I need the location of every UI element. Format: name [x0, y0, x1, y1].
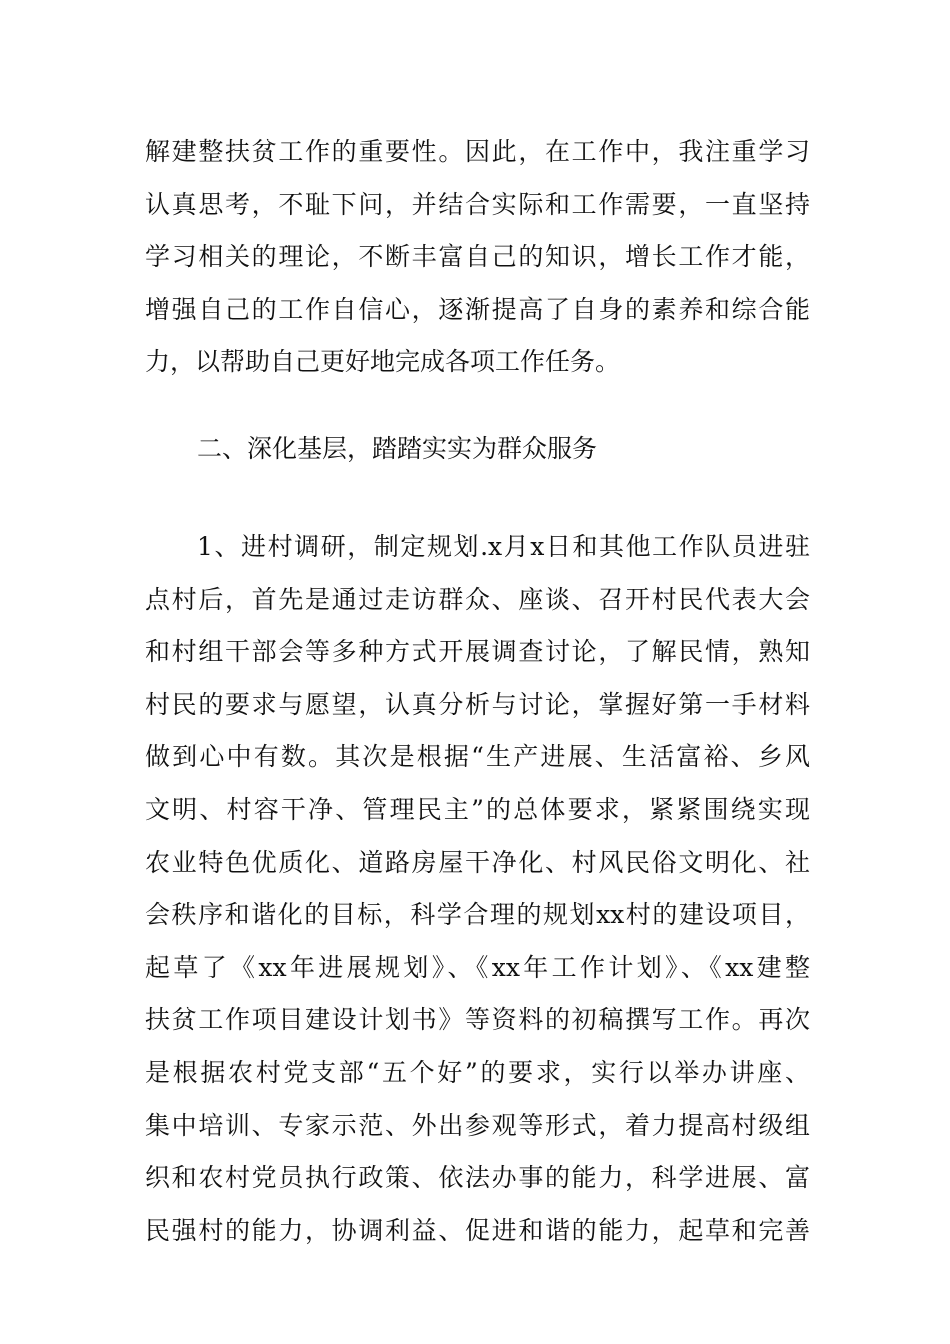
paragraph-2-line-12: 集中培训、专家示范、外出参观等形式，着力提高村级组	[145, 1110, 810, 1140]
section-heading: 二、深化基层，踏踏实实为群众服务	[197, 434, 598, 463]
paragraph-2-line-6: 文明、村容干净、管理民主”的总体要求，紧紧围绕实现	[145, 794, 810, 824]
paragraph-2-line-11: 是根据农村党支部“五个好”的要求，实行以举办讲座、	[145, 1057, 810, 1087]
paragraph-2-line-3: 和村组干部会等多种方式开展调查讨论，了解民情，熟知	[145, 637, 810, 667]
paragraph-1-line-2: 认真思考，不耻下问，并结合实际和工作需要，一直坚持	[145, 189, 810, 219]
paragraph-2-line-4: 村民的要求与愿望，认真分析与讨论，掌握好第一手材料	[145, 689, 810, 719]
paragraph-1-line-4: 增强自己的工作自信心，逐渐提高了自身的素养和综合能	[145, 294, 810, 324]
paragraph-1-line-5: 力，以帮助自己更好地完成各项工作任务。	[145, 347, 621, 377]
paragraph-2-line-5: 做到心中有数。其次是根据“生产进展、生活富裕、乡风	[145, 742, 810, 772]
paragraph-2-line-14: 民强村的能力，协调利益、促进和谐的能力，起草和完善	[145, 1215, 810, 1245]
paragraph-2-line-10: 扶贫工作项目建设计划书》等资料的初稿撰写工作。再次	[145, 1005, 810, 1035]
paragraph-2-line-1: 1、进村调研，制定规划.x月x日和其他工作队员进驻	[197, 532, 810, 561]
paragraph-2-line-9: 起草了《xx年进展规划》、《xx年工作计划》、《xx建整	[145, 952, 810, 982]
paragraph-2-line-8: 会秩序和谐化的目标，科学合理的规划xx村的建设项目，	[145, 900, 810, 930]
paragraph-2-line-7: 农业特色优质化、道路房屋干净化、村风民俗文明化、社	[145, 847, 810, 877]
paragraph-2-line-2: 点村后，首先是通过走访群众、座谈、召开村民代表大会	[145, 584, 810, 614]
paragraph-2-line-13: 织和农村党员执行政策、依法办事的能力，科学进展、富	[145, 1163, 810, 1193]
paragraph-1-line-3: 学习相关的理论，不断丰富自己的知识，增长工作才能，	[145, 242, 810, 272]
paragraph-2	[145, 521, 810, 1257]
paragraph-1	[145, 126, 810, 389]
paragraph-1-line-1: 解建整扶贫工作的重要性。因此，在工作中，我注重学习	[145, 137, 810, 166]
